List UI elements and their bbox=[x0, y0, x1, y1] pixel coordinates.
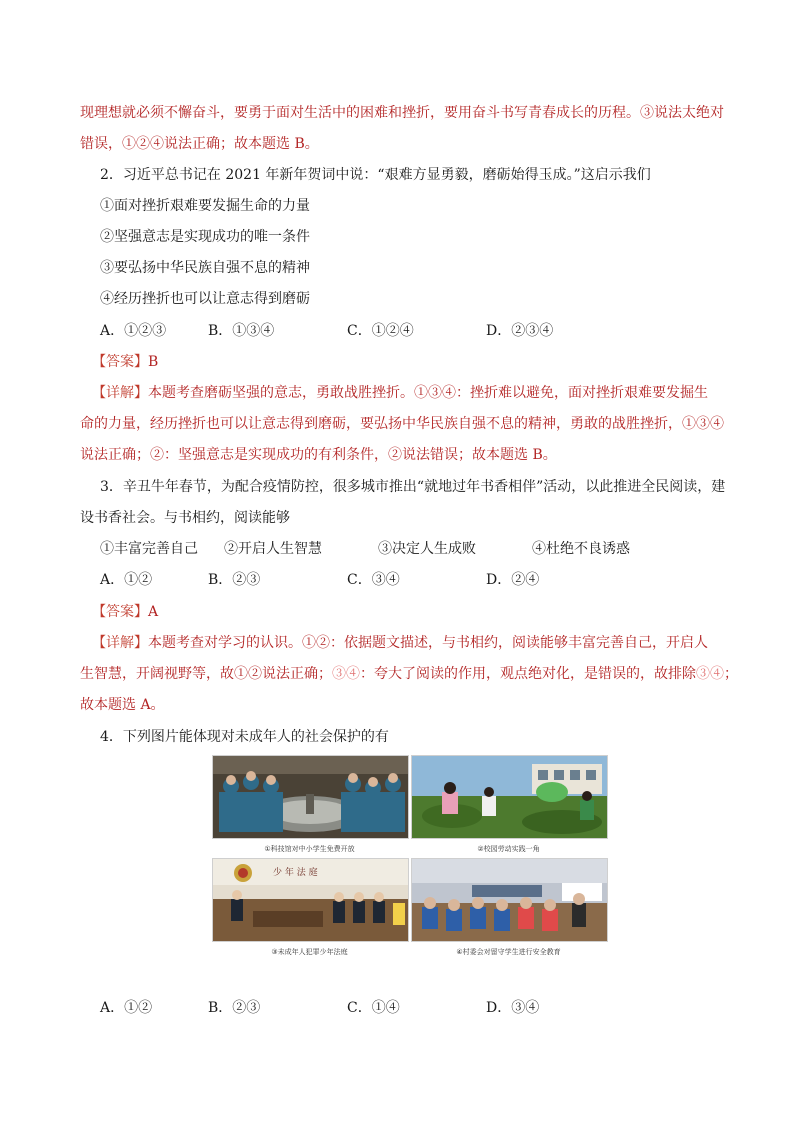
answer-value: B bbox=[148, 354, 159, 370]
q2-detail-line-1 bbox=[92, 383, 732, 403]
safety-education-illustration bbox=[412, 859, 607, 941]
q3-item-2: ②开启人生智慧 bbox=[224, 541, 322, 557]
q2-detail-line-3: 说法正确；②：坚强意志是实现成功的有利条件，②说法错误；故本题选 B。 bbox=[80, 447, 557, 463]
q3-item-3: ③决定人生成败 bbox=[378, 541, 476, 557]
detail-text-e: ； bbox=[724, 666, 738, 682]
caption-photo-2: ②校园劳动实践一角 bbox=[477, 845, 540, 853]
q3-item-1: ①丰富完善自己 bbox=[100, 541, 198, 557]
q1-explanation-line-1: 现理想就必须不懈奋斗，要勇于面对生活中的困难和挫折，要用奋斗书写青春成长的历程。③说法太绝对 bbox=[80, 105, 724, 121]
answer-label: 【答案】 bbox=[92, 354, 148, 370]
q2-option-c: C．①②④ bbox=[347, 323, 414, 339]
q3-stem-line-2: 设书香社会。与书相约，阅读能够 bbox=[80, 510, 290, 526]
q2-answer bbox=[92, 352, 732, 372]
q2-stem: 2．习近平总书记在 2021 年新年贺词中说：“艰难方显勇毅，磨砺始得玉成。”这启示我们 bbox=[100, 167, 651, 183]
q3-detail-line-2 bbox=[80, 664, 738, 684]
detail-text-a: 生智慧，开阔视野等，故①②说法正确； bbox=[80, 666, 332, 682]
photo-juvenile-court bbox=[212, 858, 409, 942]
science-museum-illustration bbox=[213, 756, 408, 838]
detail-text: 本题考查磨砺坚强的意志，勇敢战胜挫折。①③④：挫折难以避免，面对挫折艰难要发掘生 bbox=[148, 385, 708, 401]
q3-stem-line-1: 3．辛丑牛年春节，为配合疫情防控，很多城市推出“就地过年书香相伴”活动，以此推进全民阅读，建 bbox=[100, 479, 726, 495]
caption-photo-4: ④村委会对留守学生进行安全教育 bbox=[456, 948, 561, 956]
q2-option-a: A．①②③ bbox=[100, 323, 167, 339]
q3-option-a: A．①② bbox=[100, 572, 153, 588]
q2-option-d: D．②③④ bbox=[486, 323, 554, 339]
detail-text: 本题考查对学习的认识。①②：依据题文描述，与书相约，阅读能够丰富完善自己，开启人 bbox=[148, 635, 708, 651]
q4-stem: 4．下列图片能体现对未成年人的社会保护的有 bbox=[100, 729, 389, 745]
q3-option-c: C．③④ bbox=[347, 572, 400, 588]
q4-option-b: B．②③ bbox=[208, 1000, 261, 1016]
q3-answer bbox=[92, 602, 732, 622]
detail-highlight-2: ③④ bbox=[696, 666, 724, 682]
answer-label: 【答案】 bbox=[92, 604, 148, 620]
caption-photo-3: ③未成年人犯罪少年法庭 bbox=[271, 948, 348, 956]
detail-text-c: ：夸大了阅读的作用，观点绝对化，是错误的，故排除 bbox=[360, 666, 696, 682]
q2-item-1: ①面对挫折艰难要发掘生命的力量 bbox=[100, 198, 310, 214]
campus-labor-illustration bbox=[412, 756, 607, 838]
q2-item-3: ③要弘扬中华民族自强不息的精神 bbox=[100, 260, 310, 276]
q2-option-b: B．①③④ bbox=[208, 323, 275, 339]
q3-option-b: B．②③ bbox=[208, 572, 261, 588]
photo-science-museum bbox=[212, 755, 409, 839]
q3-detail-line-3: 故本题选 A。 bbox=[80, 697, 165, 713]
photo-campus-labor bbox=[411, 755, 608, 839]
answer-value: A bbox=[148, 604, 159, 620]
detail-highlight-1: ③④ bbox=[332, 666, 360, 682]
q3-detail-line-1 bbox=[92, 633, 732, 653]
detail-label: 【详解】 bbox=[92, 385, 148, 401]
court-banner-text: 少 年 法 庭 bbox=[273, 868, 318, 878]
q2-item-4: ④经历挫折也可以让意志得到磨砺 bbox=[100, 291, 310, 307]
q3-option-d: D．②④ bbox=[486, 572, 540, 588]
q4-option-c: C．①④ bbox=[347, 1000, 400, 1016]
q4-option-d: D．③④ bbox=[486, 1000, 540, 1016]
q2-item-2: ②坚强意志是实现成功的唯一条件 bbox=[100, 229, 310, 245]
q1-explanation-line-2: 错误，①②④说法正确；故本题选 B。 bbox=[80, 136, 319, 152]
q3-item-4: ④杜绝不良诱惑 bbox=[532, 541, 630, 557]
q2-detail-line-2: 命的力量，经历挫折也可以让意志得到磨砺，要弘扬中华民族自强不息的精神，勇敢的战胜挫折，①③④ bbox=[80, 416, 724, 432]
q4-option-a: A．①② bbox=[100, 1000, 153, 1016]
photo-safety-education bbox=[411, 858, 608, 942]
detail-label: 【详解】 bbox=[92, 635, 148, 651]
caption-photo-1: ①科技馆对中小学生免费开放 bbox=[264, 845, 355, 853]
